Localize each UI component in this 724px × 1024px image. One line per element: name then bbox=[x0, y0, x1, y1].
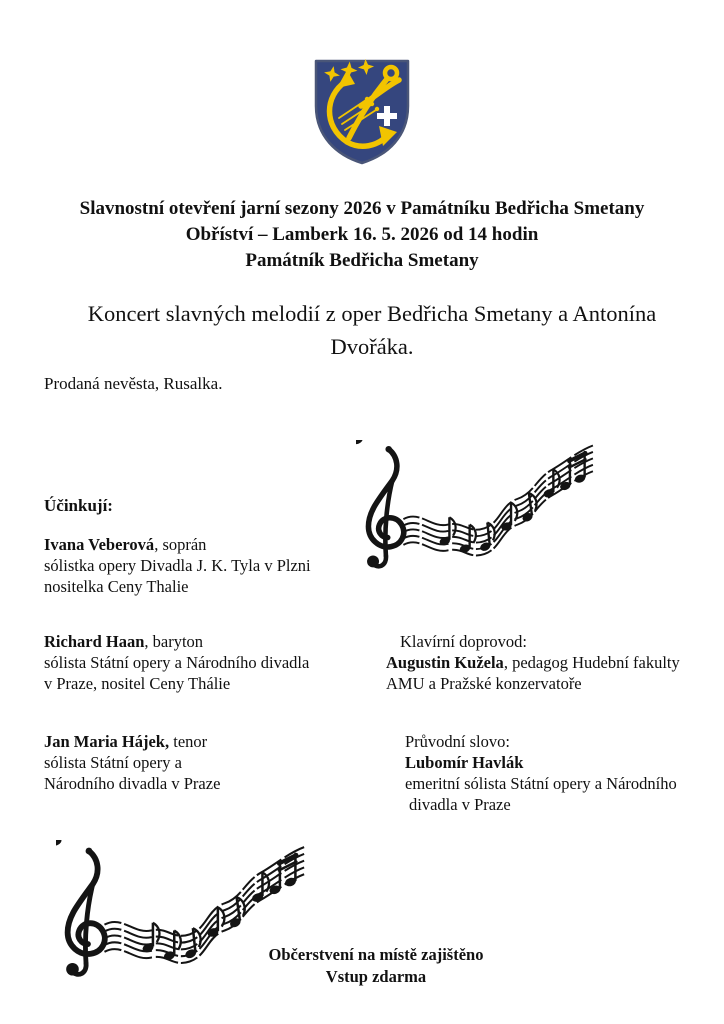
performer-role: , baryton bbox=[144, 632, 204, 651]
performer-baritone bbox=[44, 631, 309, 694]
performer-name: Richard Haan bbox=[44, 632, 145, 651]
staff-lines bbox=[403, 446, 593, 556]
footer-info bbox=[14, 944, 724, 988]
footer-admission: Vstup zdarma bbox=[325, 967, 427, 986]
performer-detail: nositelka Ceny Thalie bbox=[44, 577, 189, 596]
subtitle-line-1: Koncert slavných melodií z oper Bedřicha Smetany a Antonína bbox=[87, 301, 657, 326]
performers-heading: Účinkují: bbox=[44, 496, 113, 515]
accompanist-detail: AMU a Pražské konzervatoře bbox=[386, 674, 582, 693]
performer-tenor bbox=[44, 731, 220, 794]
performer-detail: Národního divadla v Praze bbox=[44, 774, 221, 793]
narration-heading: Průvodní slovo: bbox=[405, 732, 510, 751]
concert-subtitle bbox=[10, 297, 724, 363]
narrator-name: Lubomír Havlák bbox=[405, 753, 524, 772]
performer-name: Ivana Veberová bbox=[44, 535, 155, 554]
piano-accompaniment bbox=[386, 631, 680, 694]
performer-detail: sólista Státní opery a bbox=[44, 753, 182, 772]
event-title bbox=[0, 196, 724, 274]
narrator-detail: emeritní sólista Státní opery a Národního bbox=[405, 774, 677, 793]
accompanist-role: , pedagog Hudební fakulty bbox=[503, 653, 680, 672]
performer-detail: sólista Státní opery a Národního divadla bbox=[44, 653, 310, 672]
narration bbox=[405, 731, 677, 815]
performer-name-line bbox=[44, 534, 311, 555]
performer-role: tenor bbox=[169, 732, 208, 751]
footer-refreshments: Občerstvení na místě zajištěno bbox=[268, 945, 484, 964]
accompanist-name-line bbox=[386, 652, 680, 673]
accompaniment-heading: Klavírní doprovod: bbox=[400, 632, 527, 651]
performer-detail: v Praze, nositel Ceny Thálie bbox=[44, 674, 231, 693]
treble-clef-icon bbox=[367, 446, 404, 567]
coat-of-arms bbox=[311, 56, 413, 168]
performer-name-line bbox=[44, 731, 220, 752]
performer-name-line bbox=[44, 631, 309, 652]
title-line-1: Slavnostní otevření jarní sezony 2026 v Památníku Bedřicha Smetany bbox=[79, 198, 645, 219]
performer-role: , soprán bbox=[154, 535, 207, 554]
music-notes-decoration-top bbox=[356, 440, 598, 578]
accompanist-name: Augustin Kužela bbox=[386, 653, 504, 672]
subtitle-line-2: Dvořáka. bbox=[330, 334, 414, 359]
performer-detail: sólistka opery Divadla J. K. Tyla v Plzni bbox=[44, 556, 311, 575]
narrator-detail: divadla v Praze bbox=[409, 795, 511, 814]
title-line-2: Obříství – Lamberk 16. 5. 2026 od 14 hodin bbox=[185, 224, 539, 245]
music-notes-art bbox=[356, 440, 593, 567]
performer-name: Jan Maria Hájek, bbox=[44, 732, 170, 751]
program-operas: Prodaná nevěsta, Rusalka. bbox=[44, 374, 223, 393]
performer-soprano bbox=[44, 534, 311, 597]
title-line-3: Památník Bedřicha Smetany bbox=[245, 250, 479, 271]
